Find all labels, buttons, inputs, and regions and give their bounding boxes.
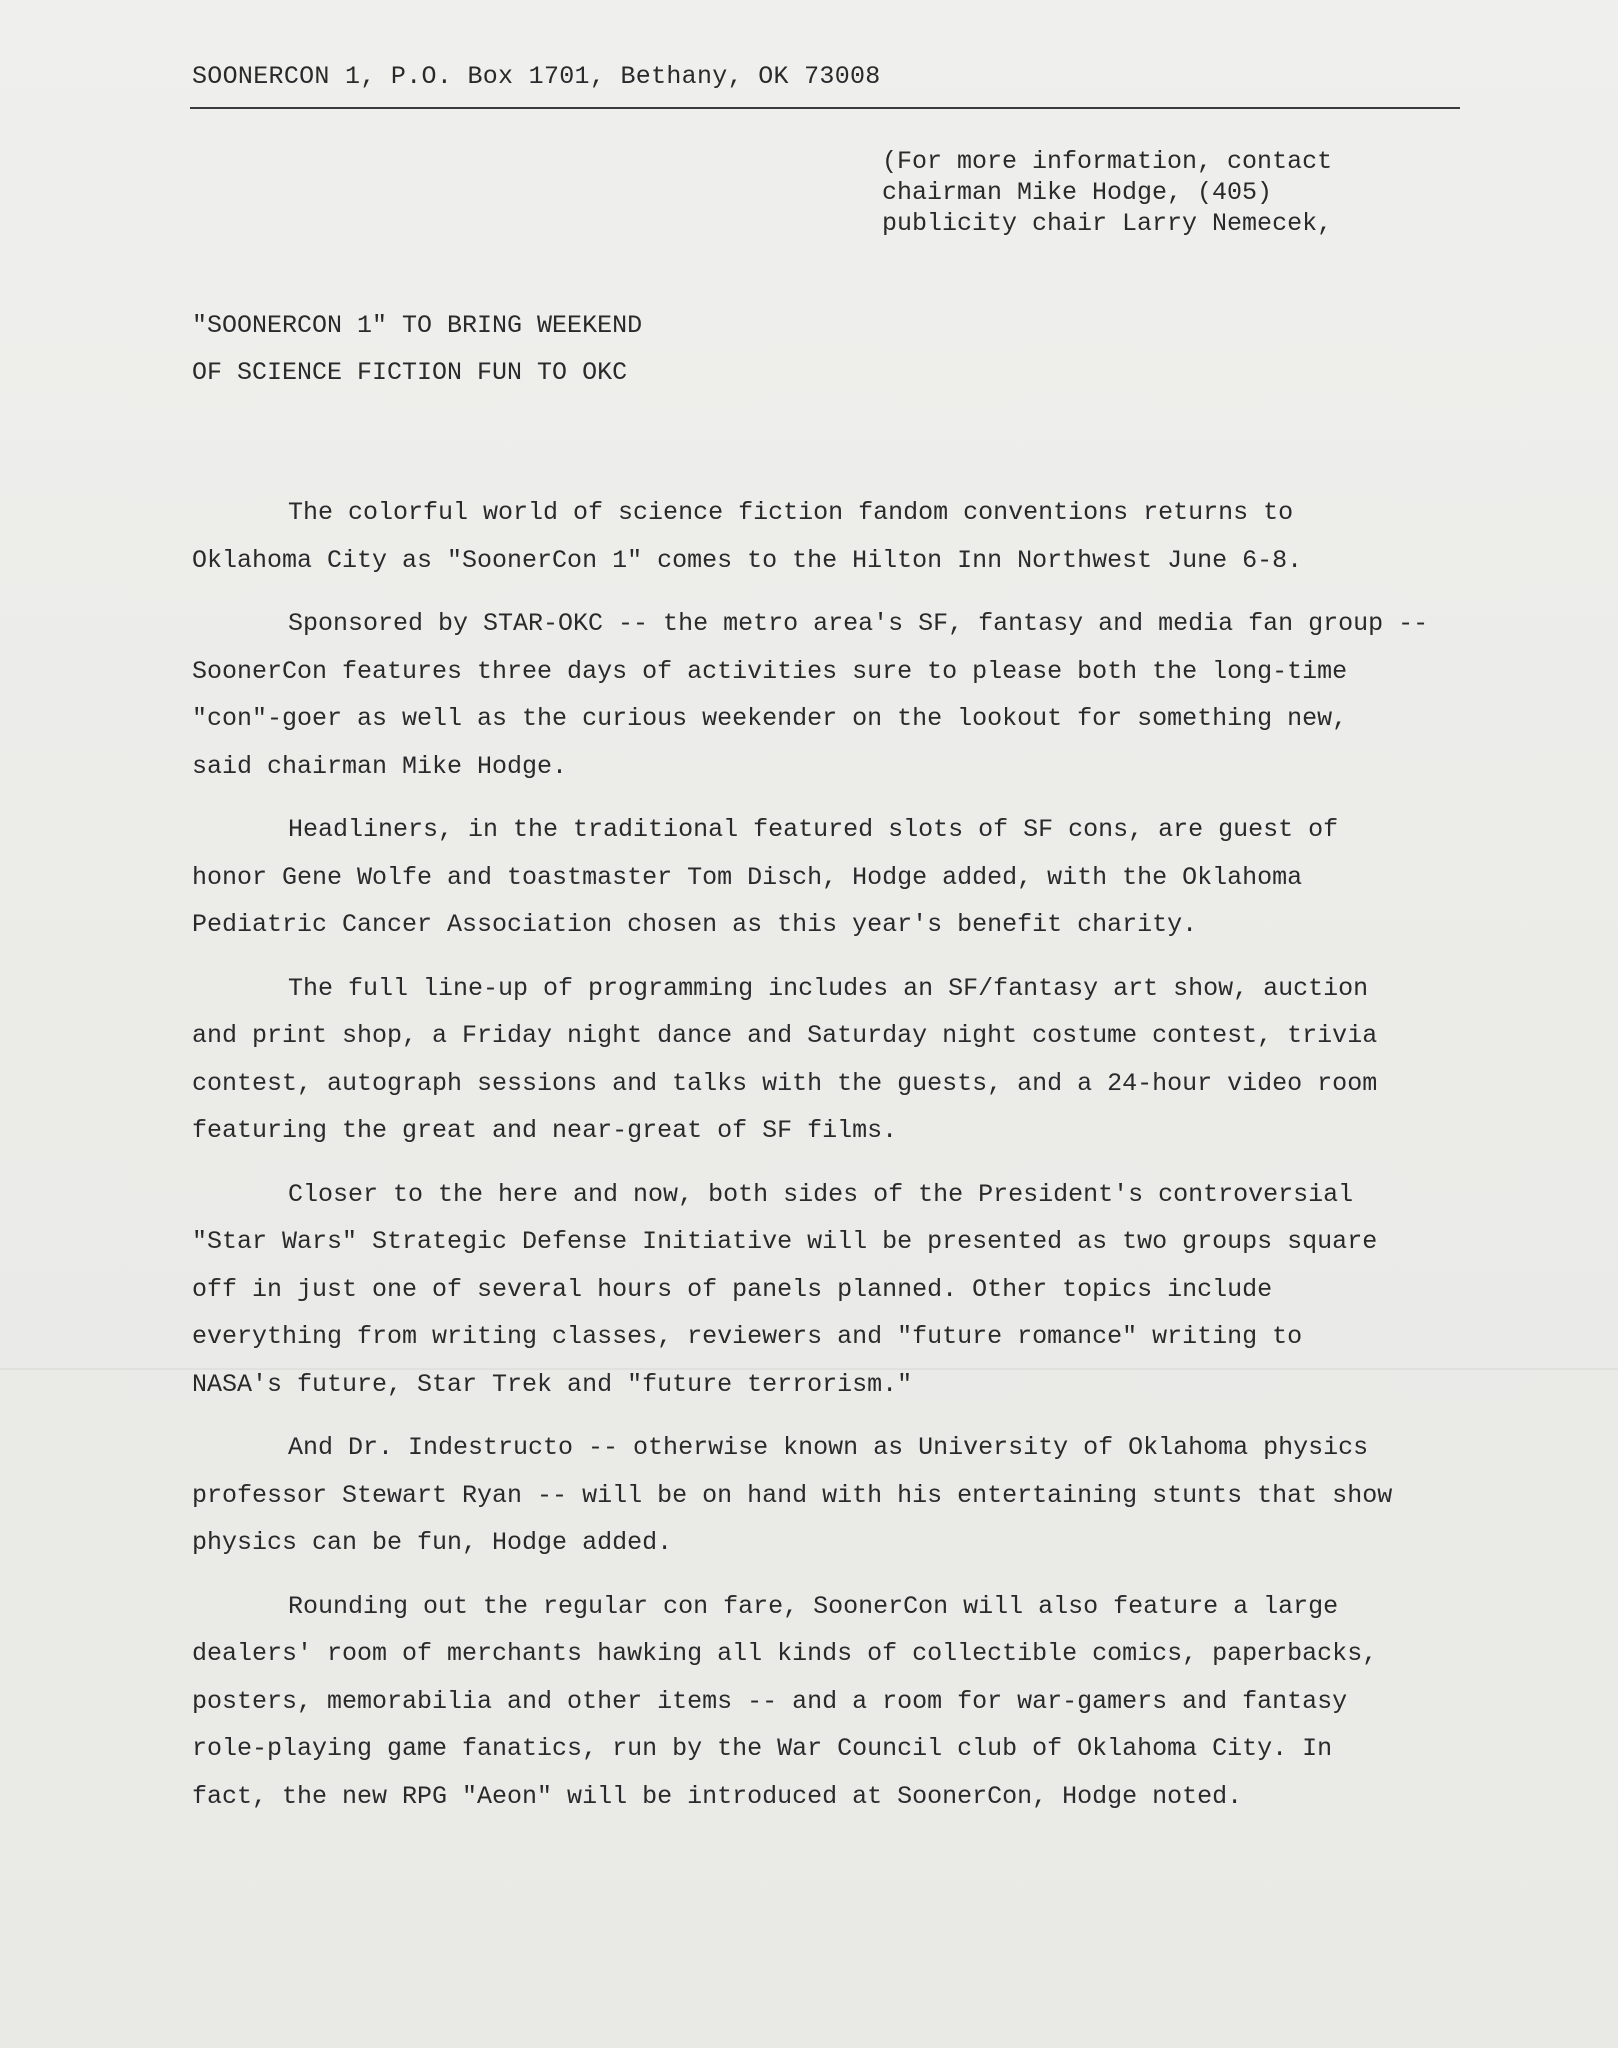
paragraph bbox=[192, 965, 1512, 1155]
paragraph bbox=[192, 806, 1512, 949]
letterhead-address: SOONERCON 1, P.O. Box 1701, Bethany, OK 73008 bbox=[192, 62, 881, 91]
text-line: "con"-goer as well as the curious weekender on the lookout for something new, bbox=[192, 704, 1348, 733]
paragraph bbox=[192, 1424, 1512, 1567]
text-line: fact, the new RPG "Aeon" will be introduced at SoonerCon, Hodge noted. bbox=[192, 1781, 1243, 1811]
text-line: Headliners, in the traditional featured slots of SF cons, are guest of bbox=[288, 815, 1339, 844]
text-line: physics can be fun, Hodge added. bbox=[192, 1528, 673, 1557]
text-line: NASA's future, Star Trek and "future terrorism." bbox=[192, 1369, 913, 1399]
text-line: dealers' room of merchants hawking all kinds of collectible comics, paperbacks, bbox=[192, 1639, 1378, 1668]
headline-line: "SOONERCON 1" TO BRING WEEKEND bbox=[192, 311, 643, 340]
text-line: And Dr. Indestructo -- otherwise known as University of Oklahoma physics bbox=[288, 1433, 1369, 1462]
contact-line: chairman Mike Hodge, (405) bbox=[882, 178, 1273, 207]
text-line: Sponsored by STAR-OKC -- the metro area's SF, fantasy and media fan group -- bbox=[288, 609, 1429, 638]
body-text bbox=[192, 489, 1512, 1836]
text-line: professor Stewart Ryan -- will be on hand with his entertaining stunts that show bbox=[192, 1480, 1393, 1510]
text-line: SoonerCon features three days of activities sure to please both the long-time bbox=[192, 656, 1348, 686]
paragraph bbox=[192, 1171, 1512, 1409]
paragraph bbox=[192, 1583, 1512, 1821]
text-line: "Star Wars" Strategic Defense Initiative will be presented as two groups square bbox=[192, 1227, 1378, 1256]
letterhead-rule bbox=[190, 107, 1460, 109]
text-line: The colorful world of science fiction fandom conventions returns to bbox=[288, 498, 1294, 527]
text-line: off in just one of several hours of panels planned. Other topics include bbox=[192, 1274, 1273, 1304]
text-line: featuring the great and near-great of SF films. bbox=[192, 1116, 898, 1145]
contact-line: (For more information, contact bbox=[882, 147, 1333, 176]
text-line: said chairman Mike Hodge. bbox=[192, 751, 568, 781]
text-line: Closer to the here and now, both sides of the President's controversial bbox=[288, 1179, 1354, 1209]
text-line: Oklahoma City as "SoonerCon 1" comes to the Hilton Inn Northwest June 6-8. bbox=[192, 545, 1303, 575]
text-line: role-playing game fanatics, run by the War Council club of Oklahoma City. In bbox=[192, 1734, 1333, 1763]
headline-line: OF SCIENCE FICTION FUN TO OKC bbox=[192, 358, 628, 387]
paragraph bbox=[192, 600, 1512, 790]
text-line: honor Gene Wolfe and toastmaster Tom Disch, Hodge added, with the Oklahoma bbox=[192, 862, 1303, 892]
paragraph bbox=[192, 489, 1512, 584]
text-line: The full line-up of programming includes an SF/fantasy art show, auction bbox=[288, 973, 1369, 1003]
text-line: and print shop, a Friday night dance and Saturday night costume contest, trivia bbox=[192, 1021, 1378, 1050]
text-line: posters, memorabilia and other items -- and a room for war-gamers and fantasy bbox=[192, 1686, 1348, 1716]
text-line: Pediatric Cancer Association chosen as this year's benefit charity. bbox=[192, 910, 1198, 939]
text-line: Rounding out the regular con fare, SoonerCon will also feature a large bbox=[288, 1591, 1339, 1621]
headline bbox=[192, 302, 642, 396]
text-line: everything from writing classes, reviewers and "future romance" writing to bbox=[192, 1322, 1303, 1351]
contact-block bbox=[882, 146, 1332, 239]
contact-line: publicity chair Larry Nemecek, bbox=[882, 209, 1333, 238]
text-line: contest, autograph sessions and talks with the guests, and a 24-hour video room bbox=[192, 1068, 1378, 1098]
